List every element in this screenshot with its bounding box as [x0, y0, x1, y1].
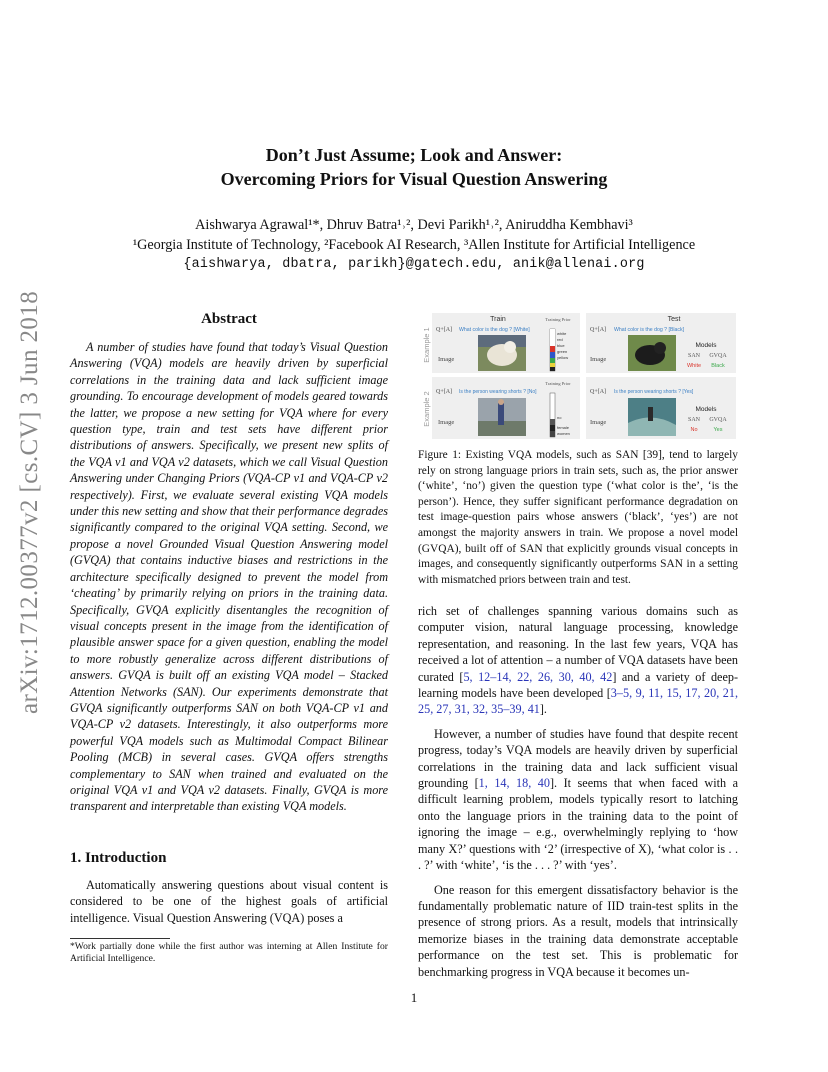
arxiv-id: arXiv:1712.00377v2 [cs.CV] 3 Jun 2018 — [16, 290, 43, 714]
ex2-test-image — [628, 398, 676, 436]
test-header: Test — [667, 316, 681, 323]
ex1-test-image — [628, 335, 676, 371]
p2-text-b: ]. It seems that when faced with a difficult learning problem, models typically resort to latching onto the language priors in the training data to the point of ignoring the image – e.g., overwhelmingly replying to ‘how many X?’ questions with ‘2’ (irrespective of X), ‘what color is . . . ?’ with ‘white’, ‘is the . . . ?’ with ‘yes’. — [418, 776, 739, 873]
ex2-prior-no: no — [557, 415, 562, 420]
paragraph-2 — [418, 726, 738, 874]
ex2-prior-female: female — [557, 425, 570, 430]
ex2-prior-women: women — [557, 431, 570, 436]
ex1-gvqa-answer: Black — [711, 363, 725, 369]
ex1-san-answer: White — [686, 363, 702, 369]
example-1-label: Example 1 — [422, 327, 431, 363]
citation-link[interactable]: 1, 14, 18, 40 — [478, 776, 550, 791]
ex2-train-image — [478, 398, 526, 436]
p1-text-a: rich set of challenges spanning various domains such as computer vision, natural language processing, knowledge representation, and reasoning. In the last few years, VQA has received a lot of attention – a number of VQA datasets have been curated [ — [418, 604, 738, 684]
ex1-test-qa-prefix: Q+[A] — [590, 327, 607, 333]
ex2-train-question: Is the person wearing shorts ? [No] — [459, 389, 537, 395]
example-2-label: Example 2 — [422, 391, 431, 427]
author-emails: {aishwarya, dbatra, parikh}@gatech.edu, anik@allenai.org — [183, 257, 645, 272]
abstract-heading: Abstract — [201, 311, 257, 327]
footnote: *Work partially done while the first author was interning at Allen Institute for Artificial Intelligence. — [70, 941, 388, 964]
intro-text: Automatically answering questions about visual content is considered to be one of the highest goals of artificial intelligence. Visual Question Answering (VQA) poses a — [70, 878, 388, 925]
title-line-2: Overcoming Priors for Visual Question Answering — [220, 169, 608, 189]
ex2-test-image-label: Image — [590, 419, 607, 426]
footnote-rule — [70, 938, 170, 939]
p1-text-end: ]. — [539, 702, 547, 717]
intro-right-column — [418, 603, 738, 988]
ex1-test-question: What color is the dog ? [Black] — [614, 327, 685, 333]
ex1-train-qa-prefix: Q+[A] — [436, 327, 453, 333]
ex1-prior-bar — [550, 329, 555, 371]
ex1-prior-green: green — [557, 349, 568, 354]
arxiv-watermark — [10, 290, 50, 720]
ex1-train-image-label: Image — [438, 356, 455, 363]
ex2-san-label: SAN — [687, 417, 701, 423]
paragraph-3: One reason for this emergent dissatisfactory behavior is the fundamentally problematic nature of IID train-test splits in the presence of strong priors. As a result, models that intrinsically memorize biases in the training data demonstrate acceptable performance on the test set. This is problematic for benchmarking progress in VQA because it becomes un- — [418, 882, 738, 979]
title-line-1: Don’t Just Assume; Look and Answer: — [265, 145, 563, 165]
figure-caption: Figure 1: Existing VQA models, such as SAN [39], tend to largely rely on strong language priors in train sets, such as, the prior answer (‘white’, ‘no’) given the question type (‘what color is the’, ‘is the person’). Hence, they suffer significant performance degradation on test image-question pairs whose answers (‘black’, ‘yes’) are not amongst the majority answers in train. We propose a novel model (GVQA), built off of SAN that explicitly grounds visual concepts in images, and consequently significantly outperforms SAN in a setting with mismatched priors between train and test. — [418, 449, 738, 586]
intro-heading: 1. Introduction — [70, 850, 167, 866]
ex2-test-qa-prefix: Q+[A] — [590, 389, 607, 395]
abstract-body — [70, 339, 388, 815]
ex2-san-answer: No — [690, 427, 698, 433]
paper-title — [0, 143, 828, 191]
ex1-training-prior-title: Training Prior — [545, 317, 571, 322]
ex1-train-image — [478, 335, 526, 371]
ex1-prior-yellow: yellow — [557, 355, 569, 360]
ex2-models-label: Models — [695, 406, 717, 413]
ex1-prior-red: red — [557, 337, 563, 342]
ex2-gvqa-label: GVQA — [709, 417, 727, 423]
p2-text-a: However, a number of studies have found that despite recent progress, today’s VQA models are heavily driven by superficial correlations in the training data and lack sufficient visual grounding [ — [418, 726, 738, 791]
author-block — [0, 215, 828, 275]
author-affiliations: ¹Georgia Institute of Technology, ²Facebook AI Research, ³Allen Institute for Artificial Intelligence — [132, 237, 696, 253]
ex1-prior-white: white — [557, 331, 567, 336]
ex1-prior-blue: blue — [557, 343, 565, 348]
ex1-models-label: Models — [695, 342, 717, 349]
ex1-test-image-label: Image — [590, 356, 607, 363]
p1-text-b: ] and a variety of deep-learning models have been developed [ — [418, 669, 739, 701]
ex2-gvqa-answer: Yes — [713, 427, 723, 433]
abstract-text: A number of studies have found that today’s Visual Question Answering (VQA) models are heavily driven by superficial correlations in the training data and lack sufficient image grounding. To encourage development of models geared towards the latter, we propose a new setting for VQA where for every question type, train and test sets have different prior distributions of answers. Specifically, we present new splits of the VQA v1 and VQA v2 datasets, which we call Visual Question Answering under Changing Priors (VQA-CP v1 and VQA-CP v2 respectively). First, we evaluate several existing VQA models under this new setting and show that their performance degrades significantly compared to the original VQA setting. Second, we propose a novel Grounded Visual Question Answering model (GVQA) that contains inductive biases and restrictions in the architecture specifically designed to prevent the model from ‘cheating’ by primarily relying on priors in the training data. Specifically, GVQA explicitly disentangles the recognition of visual concepts present in the image from the identification of plausible answer space for a given question, enabling the model to more robustly generalize across different distributions of answers. GVQA is built off an existing VQA model – Stacked Attention Networks (SAN). Our experiments demonstrate that GVQA significantly outperforms SAN on both VQA-CP v1 and VQA-CP v2 datasets. Interestingly, it also outperforms more powerful VQA models such as Multimodal Compact Bilinear Pooling (MCB) in several cases. GVQA offers strengths complementary to SAN when trained and evaluated on the original VQA v1 and VQA v2 datasets. Finally, GVQA is more transparent and interpretable than existing VQA models. — [70, 340, 388, 814]
figure-1 — [418, 311, 738, 441]
ex2-training-prior-title: Training Prior — [545, 381, 571, 386]
page-number: 1 — [410, 990, 418, 1005]
train-header: Train — [490, 316, 506, 323]
ex1-train-question: What color is the dog ? [White] — [459, 327, 530, 333]
intro-body — [70, 877, 388, 926]
ex2-train-qa-prefix: Q+[A] — [436, 389, 453, 395]
citation-link[interactable]: 5, 12–14, 22, 26, 30, 40, 42 — [463, 669, 613, 684]
ex1-gvqa-label: GVQA — [709, 353, 727, 359]
ex2-test-question: Is the person wearing shorts ? [Yes] — [614, 389, 694, 395]
citation-link[interactable]: 3–5, 9, 11, 15, 17, 20, 21, 25, 27, 31, 32, 35–39, 41 — [418, 686, 738, 717]
ex1-san-label: SAN — [687, 353, 701, 359]
author-names: Aishwarya Agrawal¹*, Dhruv Batra¹˒², Devi Parikh¹˒², Aniruddha Kembhavi³ — [195, 217, 633, 233]
ex2-prior-bar — [550, 393, 555, 437]
paragraph-1 — [418, 603, 738, 718]
ex2-train-image-label: Image — [438, 419, 455, 426]
